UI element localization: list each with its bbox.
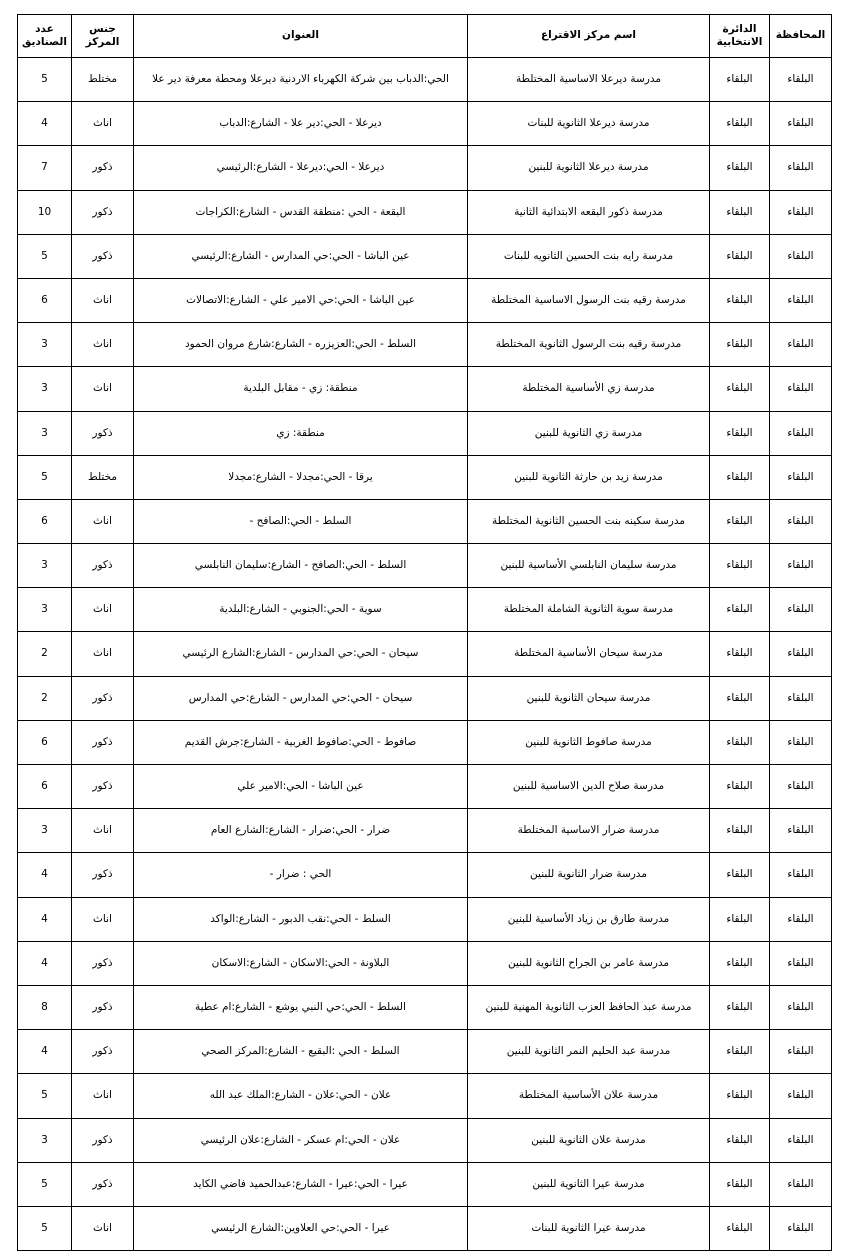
cell-district: البلقاء [710, 455, 770, 499]
cell-boxes: 3 [18, 588, 72, 632]
cell-boxes: 8 [18, 985, 72, 1029]
cell-center_name: مدرسة طارق بن زياد الأساسية للبنين [468, 897, 710, 941]
column-header-district: الدائرة الانتخابية [710, 15, 770, 58]
cell-governorate: البلقاء [770, 676, 832, 720]
cell-address: سيحان - الحي:حي المدارس - الشارع:الشارع الرئيسي [134, 632, 468, 676]
table-header [18, 15, 832, 58]
cell-governorate: البلقاء [770, 809, 832, 853]
cell-boxes: 5 [18, 234, 72, 278]
cell-gender: اناث [72, 897, 134, 941]
cell-governorate: البلقاء [770, 102, 832, 146]
cell-center_name: مدرسة ضرار الاساسية المختلطة [468, 809, 710, 853]
cell-boxes: 5 [18, 455, 72, 499]
cell-district: البلقاء [710, 58, 770, 102]
cell-gender: ذكور [72, 676, 134, 720]
cell-center_name: مدرسة ذكور البقعه الابتدائية الثانية [468, 190, 710, 234]
table-row [18, 853, 832, 897]
cell-boxes: 7 [18, 146, 72, 190]
cell-governorate: البلقاء [770, 853, 832, 897]
cell-district: البلقاء [710, 632, 770, 676]
table-row [18, 1162, 832, 1206]
table-row [18, 544, 832, 588]
cell-gender: ذكور [72, 1118, 134, 1162]
cell-governorate: البلقاء [770, 941, 832, 985]
cell-governorate: البلقاء [770, 278, 832, 322]
cell-district: البلقاء [710, 190, 770, 234]
cell-gender: مختلط [72, 455, 134, 499]
cell-gender: اناث [72, 809, 134, 853]
cell-boxes: 3 [18, 367, 72, 411]
cell-center_name: مدرسة رقيه بنت الرسول الاساسية المختلطة [468, 278, 710, 322]
cell-boxes: 6 [18, 765, 72, 809]
cell-center_name: مدرسة سكينه بنت الحسين الثانوية المختلطة [468, 499, 710, 543]
cell-center_name: مدرسة علان الثانوية للبنين [468, 1118, 710, 1162]
cell-boxes: 5 [18, 1074, 72, 1118]
column-header-governorate: المحافظة [770, 15, 832, 58]
cell-district: البلقاء [710, 853, 770, 897]
table-row [18, 676, 832, 720]
cell-gender: ذكور [72, 234, 134, 278]
table-row [18, 809, 832, 853]
cell-governorate: البلقاء [770, 323, 832, 367]
cell-district: البلقاء [710, 367, 770, 411]
table-row [18, 1074, 832, 1118]
polling-centers-table [17, 14, 832, 1251]
cell-district: البلقاء [710, 1162, 770, 1206]
cell-gender: ذكور [72, 544, 134, 588]
cell-address: منطقة: زي [134, 411, 468, 455]
cell-district: البلقاء [710, 676, 770, 720]
cell-gender: ذكور [72, 190, 134, 234]
cell-boxes: 2 [18, 676, 72, 720]
cell-governorate: البلقاء [770, 58, 832, 102]
cell-district: البلقاء [710, 544, 770, 588]
cell-district: البلقاء [710, 278, 770, 322]
cell-gender: اناث [72, 323, 134, 367]
cell-governorate: البلقاء [770, 632, 832, 676]
cell-governorate: البلقاء [770, 985, 832, 1029]
cell-gender: مختلط [72, 58, 134, 102]
cell-center_name: مدرسة صلاح الدين الاساسية للبنين [468, 765, 710, 809]
cell-center_name: مدرسة سليمان النابلسي الأساسية للبنين [468, 544, 710, 588]
cell-center_name: مدرسة علان الأساسية المختلطة [468, 1074, 710, 1118]
cell-address: السلط - الحي:الصافح - [134, 499, 468, 543]
cell-address: البقعة - الحي :منطقة القدس - الشارع:الكراجات [134, 190, 468, 234]
cell-center_name: مدرسة سوية الثانوية الشاملة المختلطة [468, 588, 710, 632]
column-header-boxes: عدد الصناديق [18, 15, 72, 58]
cell-gender: ذكور [72, 411, 134, 455]
cell-governorate: البلقاء [770, 1118, 832, 1162]
table-row [18, 1206, 832, 1250]
cell-center_name: مدرسة زيد بن حارثة الثانوية للبنين [468, 455, 710, 499]
cell-gender: ذكور [72, 720, 134, 764]
cell-governorate: البلقاء [770, 499, 832, 543]
column-header-gender: جنس المركز [72, 15, 134, 58]
cell-district: البلقاء [710, 941, 770, 985]
cell-district: البلقاء [710, 720, 770, 764]
cell-gender: اناث [72, 102, 134, 146]
table-row [18, 278, 832, 322]
cell-gender: ذكور [72, 765, 134, 809]
cell-center_name: مدرسة ديرعلا الثانوية للبنين [468, 146, 710, 190]
table-row [18, 588, 832, 632]
cell-governorate: البلقاء [770, 190, 832, 234]
cell-center_name: مدرسة عبد الحليم النمر الثانوية للبنين [468, 1030, 710, 1074]
cell-district: البلقاء [710, 765, 770, 809]
cell-address: منطقة: زي - مقابل البلدية [134, 367, 468, 411]
table-row [18, 897, 832, 941]
cell-center_name: مدرسة صافوط الثانوية للبنين [468, 720, 710, 764]
cell-district: البلقاء [710, 411, 770, 455]
cell-gender: ذكور [72, 853, 134, 897]
cell-address: الحي : ضرار - [134, 853, 468, 897]
cell-address: سيحان - الحي:حي المدارس - الشارع:حي المدارس [134, 676, 468, 720]
table-row [18, 367, 832, 411]
cell-address: سوية - الحي:الجنوبي - الشارع:البلدية [134, 588, 468, 632]
cell-governorate: البلقاء [770, 411, 832, 455]
cell-address: علان - الحي:علان - الشارع:الملك عبد الله [134, 1074, 468, 1118]
table-row [18, 985, 832, 1029]
cell-address: السلط - الحي:الصافح - الشارع:سليمان النابلسي [134, 544, 468, 588]
cell-gender: اناث [72, 1206, 134, 1250]
cell-address: السلط - الحي:العزيزره - الشارع:شارع مروان الحمود [134, 323, 468, 367]
cell-governorate: البلقاء [770, 897, 832, 941]
cell-address: السلط - الحي:حي النبي يوشع - الشارع:ام عطية [134, 985, 468, 1029]
cell-governorate: البلقاء [770, 720, 832, 764]
cell-district: البلقاء [710, 1118, 770, 1162]
cell-boxes: 3 [18, 323, 72, 367]
table-row [18, 58, 832, 102]
cell-governorate: البلقاء [770, 234, 832, 278]
cell-district: البلقاء [710, 1074, 770, 1118]
cell-gender: اناث [72, 1074, 134, 1118]
cell-center_name: مدرسة زي الأساسية المختلطة [468, 367, 710, 411]
cell-governorate: البلقاء [770, 1206, 832, 1250]
table-row [18, 234, 832, 278]
table-body [18, 58, 832, 1251]
cell-address: عيرا - الحي:عيرا - الشارع:عبدالحميد فاضي الكايد [134, 1162, 468, 1206]
cell-gender: اناث [72, 499, 134, 543]
cell-address: علان - الحي:ام عسكر - الشارع:علان الرئيسي [134, 1118, 468, 1162]
cell-center_name: مدرسة سيحان الأساسية المختلطة [468, 632, 710, 676]
table-row [18, 499, 832, 543]
cell-district: البلقاء [710, 1030, 770, 1074]
cell-governorate: البلقاء [770, 588, 832, 632]
column-header-address: العنوان [134, 15, 468, 58]
cell-center_name: مدرسة زي الثانوية للبنين [468, 411, 710, 455]
cell-address: السلط - الحي :البقيع - الشارع:المركز الصحي [134, 1030, 468, 1074]
cell-governorate: البلقاء [770, 367, 832, 411]
cell-district: البلقاء [710, 985, 770, 1029]
column-header-center-name: اسم مركز الاقتراع [468, 15, 710, 58]
cell-address: عيرا - الحي:حي العلاوين:الشارع الرئيسي [134, 1206, 468, 1250]
cell-gender: ذكور [72, 941, 134, 985]
cell-address: ضرار - الحي:ضرار - الشارع:الشارع العام [134, 809, 468, 853]
table-row [18, 1030, 832, 1074]
table-header-row [18, 15, 832, 58]
cell-center_name: مدرسة عيرا الثانوية للبنات [468, 1206, 710, 1250]
cell-boxes: 5 [18, 1206, 72, 1250]
cell-governorate: البلقاء [770, 1162, 832, 1206]
cell-boxes: 2 [18, 632, 72, 676]
cell-center_name: مدرسة رايه بنت الحسين الثانويه للبنات [468, 234, 710, 278]
cell-gender: اناث [72, 632, 134, 676]
cell-gender: ذكور [72, 146, 134, 190]
cell-address: عين الباشا - الحي:حي الامير علي - الشارع:الاتصالات [134, 278, 468, 322]
cell-gender: اناث [72, 367, 134, 411]
cell-district: البلقاء [710, 809, 770, 853]
cell-district: البلقاء [710, 146, 770, 190]
cell-boxes: 3 [18, 411, 72, 455]
table-row [18, 455, 832, 499]
cell-center_name: مدرسة ديرعلا الاساسية المختلطة [468, 58, 710, 102]
cell-boxes: 6 [18, 499, 72, 543]
cell-gender: اناث [72, 278, 134, 322]
table-row [18, 190, 832, 234]
cell-district: البلقاء [710, 1206, 770, 1250]
cell-address: الحي:الدباب بين شركة الكهرباء الاردنية ديرعلا ومحطة معرفة دير علا [134, 58, 468, 102]
cell-governorate: البلقاء [770, 765, 832, 809]
cell-district: البلقاء [710, 323, 770, 367]
cell-governorate: البلقاء [770, 1074, 832, 1118]
table-row [18, 720, 832, 764]
cell-address: البلاونة - الحي:الاسكان - الشارع:الاسكان [134, 941, 468, 985]
table-row [18, 411, 832, 455]
cell-address: عين الباشا - الحي:حي المدارس - الشارع:الرئيسي [134, 234, 468, 278]
table-row [18, 102, 832, 146]
cell-gender: ذكور [72, 985, 134, 1029]
cell-district: البلقاء [710, 234, 770, 278]
cell-governorate: البلقاء [770, 544, 832, 588]
cell-address: السلط - الحي:نقب الدبور - الشارع:الواكد [134, 897, 468, 941]
cell-center_name: مدرسة عبد الحافظ العزب الثانوية المهنية للبنين [468, 985, 710, 1029]
cell-district: البلقاء [710, 897, 770, 941]
cell-gender: ذكور [72, 1162, 134, 1206]
cell-boxes: 4 [18, 897, 72, 941]
cell-boxes: 3 [18, 544, 72, 588]
cell-district: البلقاء [710, 499, 770, 543]
cell-district: البلقاء [710, 588, 770, 632]
cell-district: البلقاء [710, 102, 770, 146]
cell-gender: ذكور [72, 1030, 134, 1074]
cell-governorate: البلقاء [770, 455, 832, 499]
cell-gender: اناث [72, 588, 134, 632]
cell-boxes: 4 [18, 853, 72, 897]
table-row [18, 632, 832, 676]
cell-center_name: مدرسة عامر بن الجراح الثانوية للبنين [468, 941, 710, 985]
cell-boxes: 6 [18, 278, 72, 322]
cell-governorate: البلقاء [770, 146, 832, 190]
cell-address: صافوط - الحي:صافوط الغربية - الشارع:جرش القديم [134, 720, 468, 764]
table-row [18, 146, 832, 190]
cell-address: ديرعلا - الحي:دير علا - الشارع:الدباب [134, 102, 468, 146]
cell-center_name: مدرسة عيرا الثانوية للبنين [468, 1162, 710, 1206]
cell-center_name: مدرسة رقيه بنت الرسول الثانوية المختلطة [468, 323, 710, 367]
cell-boxes: 4 [18, 941, 72, 985]
cell-governorate: البلقاء [770, 1030, 832, 1074]
cell-boxes: 5 [18, 58, 72, 102]
cell-boxes: 4 [18, 1030, 72, 1074]
cell-address: ديرعلا - الحي:ديرعلا - الشارع:الرئيسي [134, 146, 468, 190]
cell-boxes: 3 [18, 809, 72, 853]
cell-boxes: 5 [18, 1162, 72, 1206]
cell-address: عين الباشا - الحي:الامير علي [134, 765, 468, 809]
cell-boxes: 3 [18, 1118, 72, 1162]
cell-boxes: 6 [18, 720, 72, 764]
cell-boxes: 4 [18, 102, 72, 146]
cell-center_name: مدرسة ديرعلا الثانوية للبنات [468, 102, 710, 146]
table-row [18, 323, 832, 367]
cell-boxes: 10 [18, 190, 72, 234]
cell-center_name: مدرسة ضرار الثانوية للبنين [468, 853, 710, 897]
table-row [18, 1118, 832, 1162]
cell-address: يرقا - الحي:مجدلا - الشارع:مجدلا [134, 455, 468, 499]
table-row [18, 765, 832, 809]
table-row [18, 941, 832, 985]
cell-center_name: مدرسة سيحان الثانوية للبنين [468, 676, 710, 720]
